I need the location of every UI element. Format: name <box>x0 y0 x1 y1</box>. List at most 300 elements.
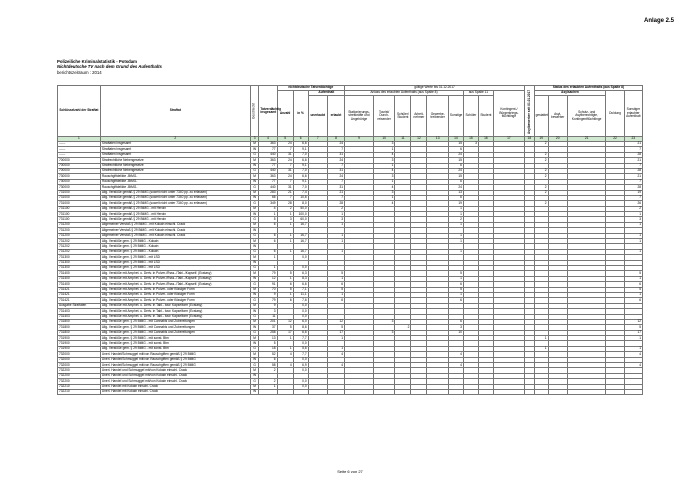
cell-s14: 6 <box>448 147 463 152</box>
cell-g: M <box>250 368 259 373</box>
cell-n: 7 <box>277 147 293 152</box>
cell-s10: 1 <box>373 147 394 152</box>
column-number: 23 <box>624 137 642 142</box>
cell-s: Allg. Verstöße gemäß § 29 BtMG - mit Heroin <box>100 217 250 222</box>
cell-t: 283 <box>259 190 277 195</box>
cell-s14: 1 <box>448 222 463 227</box>
column-number: 6 <box>293 137 308 142</box>
cell-n: 1 <box>277 222 293 227</box>
cell-s10: 4 <box>373 152 394 157</box>
cell-s23: 21 <box>624 142 642 147</box>
cell-n: 1 <box>277 239 293 244</box>
column-number: 15 <box>463 137 478 142</box>
cell-t: 12 <box>259 276 277 281</box>
cell-s23: 21 <box>624 158 642 163</box>
cell-p: 16,7 <box>293 233 308 238</box>
cell-n: 6 <box>277 282 293 287</box>
cell-g: M <box>250 352 259 357</box>
cell-e <box>327 389 344 394</box>
cell-k: 731800 <box>58 330 101 335</box>
cell-k: 732210 <box>58 384 101 389</box>
cell-e: 2 <box>327 206 344 211</box>
cell-s: Straftaten insgesamt <box>100 152 250 157</box>
cell-p: 6,0 <box>293 319 308 324</box>
cell-n: 1 <box>277 212 293 217</box>
cell-e: 4 <box>327 363 344 368</box>
cell-n: 31 <box>277 185 293 190</box>
cell-t: 440 <box>259 168 277 173</box>
cell-e: 12 <box>327 319 344 324</box>
cell-n: 5 <box>277 325 293 330</box>
cell-s15: 3 <box>463 142 478 147</box>
cell-s10: 3 <box>373 174 394 179</box>
cell-g: W <box>250 292 259 297</box>
report-header <box>57 59 162 75</box>
cell-p: 0,0 <box>293 265 308 270</box>
cell-s23 <box>624 389 642 394</box>
col-anzahl: Anzahl <box>277 91 293 137</box>
cell-n: 31 <box>277 152 293 157</box>
cell-s14: 24 <box>448 168 463 173</box>
cell-s23: 21 <box>624 174 642 179</box>
cell-s14: 6 <box>448 163 463 168</box>
cell-s: Allg. Verstöße gemäß § 29 BtMG (soweit nicht unter 7340 pp. zu erfassen) <box>100 201 250 206</box>
cell-n: 24 <box>277 142 293 147</box>
cell-e: 17 <box>327 330 344 335</box>
col-aufenthalt: Aufenthalt <box>308 91 344 96</box>
cell-n: 4 <box>277 363 293 368</box>
col-schluessel: Schlüsselzahl der Straftat <box>58 86 101 137</box>
cell-g: W <box>250 244 259 249</box>
column-number: 9 <box>345 137 374 142</box>
cell-s: Unerl. Handel/Schmuggel mit/von Rauschgiften gemäß § 29 BtMG <box>100 352 250 357</box>
cell-t: 1 <box>259 255 277 260</box>
cell-s14: 1 <box>448 292 463 297</box>
cell-g: G <box>250 298 259 303</box>
col-stichtag: gültige Werte bis 31.12.2017 <box>345 86 525 91</box>
cell-s23: 3 <box>624 217 642 222</box>
cell-p: 6,9 <box>293 363 308 368</box>
cell-s14: 5 <box>448 271 463 276</box>
cell-g: G <box>250 282 259 287</box>
cell-s: Allg. Verstöße mit Amphet. u. Deriv. in Pulver- oder flüssiger Form <box>100 292 250 297</box>
column-number: 18 <box>525 137 535 142</box>
cell-g: W <box>250 389 259 394</box>
cell-s23: 4 <box>624 363 642 368</box>
cell-s23: 1 <box>624 239 642 244</box>
cell-s: Allg. Verstöße gem. § 29 BtMG - mit sonst. Btm <box>100 346 250 351</box>
cell-g: G <box>250 346 259 351</box>
cell-t: 37 <box>259 325 277 330</box>
cell-n: 5 <box>277 287 293 292</box>
cell-s23: 28 <box>624 152 642 157</box>
cell-p: 7,7 <box>293 336 308 341</box>
cell-k: Ausgabe Straftaten <box>58 303 101 308</box>
cell-n: 7 <box>277 179 293 184</box>
page-footer: Seite 6 von 27 <box>337 469 363 474</box>
report-agency: Polizeiliche Kriminalstatistik - Potsdam <box>57 59 137 64</box>
cell-k: 700000 <box>58 163 101 168</box>
cell-s: Allg. Verstöße gem. § 29 BtMG - mit Cannabis und Zubereitungen <box>100 319 250 324</box>
cell-t: 13 <box>259 336 277 341</box>
cell-s: Unerl. Handel/Schmuggel mit/von Rauschgiften gemäß § 29 BtMG <box>100 363 250 368</box>
cell-g: W <box>250 309 259 314</box>
cell-k: 731421 <box>58 298 101 303</box>
cell-s: Allg. Verstöße gem. § 29 BtMG - mit Cannabis und Zubereitungen <box>100 325 250 330</box>
cell-s14: 6 <box>448 195 463 200</box>
col-straftat: Straftat <box>100 86 250 137</box>
cell-p: 7,4 <box>293 190 308 195</box>
cell-p: 100,0 <box>293 212 308 217</box>
cell-k: 731000 <box>58 195 101 200</box>
cell-k: 731900 <box>58 341 101 346</box>
cell-s23: 1 <box>624 336 642 341</box>
cell-t: 440 <box>259 152 277 157</box>
cell-e: 7 <box>327 195 344 200</box>
cell-e: 5 <box>327 325 344 330</box>
cell-s23: 5 <box>624 271 642 276</box>
cell-s19: 2 <box>534 201 548 206</box>
cell-e: 4 <box>327 352 344 357</box>
cell-n: 1 <box>277 292 293 297</box>
cell-s: Allg. Verstöße gem. § 29 BtMG - Kokain <box>100 239 250 244</box>
cell-s: Allg. Verstöße mit Amphet. u. Deriv. in Pulver- oder flüssiger Form <box>100 287 250 292</box>
cell-k: 731800 <box>58 325 101 330</box>
cell-s: Allg. Verstöße gem. § 29 BtMG - mit sonst. Btm <box>100 336 250 341</box>
cell-g: M <box>250 142 259 147</box>
cell-s10: 3 <box>373 330 394 335</box>
cell-k: 732200 <box>58 379 101 384</box>
cell-p: 9,1 <box>293 147 308 152</box>
cell-g: W <box>250 357 259 362</box>
col-asylbewerber: Asyl-bewerber <box>548 96 567 137</box>
cell-n: 1 <box>277 233 293 238</box>
col-gestattet: gestattet <box>534 96 548 137</box>
cell-s: Allg. Verstöße gemäß § 29 BtMG - mit Heroin <box>100 206 250 211</box>
cell-s: Rauschgiftdelikte -BtMG- <box>100 179 250 184</box>
cell-s19 <box>534 389 548 394</box>
cell-s10: 1 <box>373 195 394 200</box>
cell-t: 11 <box>259 314 277 319</box>
cell-e: 1 <box>327 276 344 281</box>
cell-s: Allg. Verstöße gem. § 29 BtMG - Kokain <box>100 244 250 249</box>
cell-s: Allgemeiner Verstoß § 29 BtMG - mit Kokain einschl. Crack <box>100 228 250 233</box>
col-tv-total: Tatverdächtig insgesamt <box>259 86 277 137</box>
cell-n: 31 <box>277 168 293 173</box>
cell-k: 731400 <box>58 276 101 281</box>
cell-p: 7,6 <box>293 298 308 303</box>
cell-k: 731300 <box>58 260 101 265</box>
statistics-table <box>57 85 643 395</box>
cell-s14: 1 <box>448 212 463 217</box>
cell-s14: 4 <box>448 363 463 368</box>
cell-s19: 2 <box>534 174 548 179</box>
col-anlass: Anlass des erlaubten Aufenthalts (aus Spalte 8) <box>345 91 464 96</box>
cell-t: 5 <box>259 217 277 222</box>
cell-s: Allg. Verstöße mit Amphet. u. Deriv. in Tabl.- bzw. Kapselform (Ecstasy) <box>100 314 250 319</box>
cell-p: 8,6 <box>293 325 308 330</box>
cell-e: 24 <box>327 142 344 147</box>
cell-p: 9,1 <box>293 163 308 168</box>
cell-k: 731800 <box>58 319 101 324</box>
cell-t: 77 <box>259 179 277 184</box>
column-number: 11 <box>395 137 411 142</box>
annex-label: Anlage 2.5 <box>643 18 674 24</box>
cell-s23: 7 <box>624 195 642 200</box>
cell-s: Allg. Verstöße mit Amphet. u. Deriv. in Pulver- oder flüssiger Form <box>100 298 250 303</box>
cell-t: 91 <box>259 282 277 287</box>
cell-s10: 4 <box>373 201 394 206</box>
col-aus-spalte: aus Spalte 11 <box>463 91 493 96</box>
cell-k: 731400 <box>58 282 101 287</box>
cell-n: 24 <box>277 174 293 179</box>
col-vertical: Asylbewerber seit 01.01.2017 <box>525 86 535 137</box>
cell-g: M <box>250 303 259 308</box>
col-schutz: Schutz- und Asylberechtigte, Kontingentflüchtlinge <box>567 96 606 137</box>
cell-s14: 1 <box>448 276 463 281</box>
cell-n <box>277 389 293 394</box>
cell-n: 3 <box>277 217 293 222</box>
col-prozent: in % <box>293 91 308 137</box>
cell-s21 <box>567 389 606 394</box>
cell-s10: 3 <box>373 190 394 195</box>
cell-p: 7,1 <box>293 287 308 292</box>
cell-g: M <box>250 287 259 292</box>
cell-s: Allg. Verstöße mit Amphet. u. Deriv. in Pulver-/Rsss.-/Tabl.-/Kapself. (Ecstasy) <box>100 276 250 281</box>
cell-e: 1 <box>327 292 344 297</box>
cell-k: 731421 <box>58 287 101 292</box>
cell-s: Allg. Verstöße gemäß § 29 BtMG - mit Heroin <box>100 212 250 217</box>
cell-t: 6 <box>259 233 277 238</box>
cell-g: W <box>250 147 259 152</box>
cell-g: M <box>250 222 259 227</box>
cell-s19: 1 <box>534 346 548 351</box>
cell-g: M <box>250 206 259 211</box>
cell-t: 79 <box>259 298 277 303</box>
cell-s16 <box>478 389 493 394</box>
cell-t: 77 <box>259 163 277 168</box>
cell-n: 1 <box>277 346 293 351</box>
cell-n: 1 <box>277 336 293 341</box>
cell-s23: 4 <box>624 352 642 357</box>
cell-k: 732200 <box>58 368 101 373</box>
cell-k: 731400 <box>58 271 101 276</box>
cell-s: Rauschgiftdelikte -BtMG- <box>100 174 250 179</box>
cell-t: 4 <box>259 206 277 211</box>
col-student: Student <box>478 96 493 137</box>
cell-s19: 2 <box>534 158 548 163</box>
cell-k: 700000 <box>58 158 101 163</box>
cell-k: 731100 <box>58 206 101 211</box>
cell-g: G <box>250 249 259 254</box>
cell-s14: 3 <box>448 325 463 330</box>
cell-e: 1 <box>327 222 344 227</box>
cell-k: ------ <box>58 142 101 147</box>
cell-g: G <box>250 233 259 238</box>
cell-s14: 1 <box>448 206 463 211</box>
cell-n: 6 <box>277 298 293 303</box>
cell-t: 6 <box>259 249 277 254</box>
cell-e: 7 <box>327 179 344 184</box>
cell-g: G <box>250 168 259 173</box>
cell-p: 0,0 <box>293 384 308 389</box>
cell-s12 <box>411 389 427 394</box>
cell-g: M <box>250 384 259 389</box>
cell-t: 6 <box>259 239 277 244</box>
cell-s10: 1 <box>373 163 394 168</box>
cell-n: 4 <box>277 352 293 357</box>
cell-p: 60,0 <box>293 217 308 222</box>
cell-s: Strafrechtliche Nebengesetze <box>100 168 250 173</box>
cell-s23: 1 <box>624 222 642 227</box>
cell-p: 8,0 <box>293 201 308 206</box>
cell-p: 7,0 <box>293 168 308 173</box>
col-status: Status des erlaubten Aufenthalts (aus Spalte 8) <box>534 86 642 91</box>
cell-e: 6 <box>327 298 344 303</box>
cell-k: 732000 <box>58 363 101 368</box>
cell-s: Allg. Verstöße mit Amphet. u. Deriv. in Tabl.- bzw. Kapselform (Ecstasy) <box>100 309 250 314</box>
cell-g: G <box>250 265 259 270</box>
cell-s14: 1 <box>448 233 463 238</box>
cell-s17 <box>493 389 524 394</box>
cell-n: 21 <box>277 190 293 195</box>
cell-s14: 6 <box>448 282 463 287</box>
cell-s14 <box>448 389 463 394</box>
cell-g: W <box>250 325 259 330</box>
cell-s23: 5 <box>624 325 642 330</box>
column-number: 14 <box>448 137 463 142</box>
cell-e: 21 <box>327 190 344 195</box>
cell-k: 730000 <box>58 174 101 179</box>
cell-k: 731202 <box>58 244 101 249</box>
cell-s14: 1 <box>448 239 463 244</box>
cell-s14: 1 <box>448 249 463 254</box>
cell-t: 18 <box>259 346 277 351</box>
cell-t: 77 <box>259 147 277 152</box>
cell-s19: 2 <box>534 142 548 147</box>
cell-e: 24 <box>327 158 344 163</box>
cell-e: 1 <box>327 233 344 238</box>
cell-k: 731000 <box>58 190 101 195</box>
cell-g: W <box>250 212 259 217</box>
cell-s14: 6 <box>448 319 463 324</box>
cell-g: W <box>250 195 259 200</box>
cell-s: Unerl. Handel mit Kokain einschl. Crack <box>100 384 250 389</box>
cell-p: 0,0 <box>293 341 308 346</box>
col-schueler-student: Schüler/ Student <box>395 96 411 137</box>
cell-s14: 13 <box>448 190 463 195</box>
cell-s23: 12 <box>624 319 642 324</box>
cell-s23: 17 <box>624 330 642 335</box>
cell-p: 0,0 <box>293 255 308 260</box>
cell-k: 732200 <box>58 373 101 378</box>
column-number: 20 <box>548 137 567 142</box>
cell-s: Straftaten insgesamt <box>100 142 250 147</box>
cell-g: G <box>250 201 259 206</box>
cell-p <box>293 389 308 394</box>
cell-g: M <box>250 158 259 163</box>
cell-t: 1 <box>259 265 277 270</box>
column-number: 3 <box>250 137 259 142</box>
cell-p: 0,0 <box>293 379 308 384</box>
cell-k: 731900 <box>58 336 101 341</box>
cell-e: 1 <box>327 239 344 244</box>
cell-k: 731900 <box>58 346 101 351</box>
cell-n: 7 <box>277 195 293 200</box>
cell-s14: 24 <box>448 152 463 157</box>
col-sonstiger-aufenthalt: Sonstiger erlaubter Aufenthalt <box>624 91 642 137</box>
column-number: 22 <box>606 137 624 142</box>
cell-k: 732000 <box>58 357 101 362</box>
cell-s: Allg. Verstöße gem. § 29 BtMG - mit LSD <box>100 255 250 260</box>
cell-s23: 28 <box>624 168 642 173</box>
col-sonstige: Sonstige <box>448 96 463 137</box>
cell-k: 732000 <box>58 352 101 357</box>
cell-k: 731300 <box>58 255 101 260</box>
col-asylsachen: Asylsachen <box>534 91 606 96</box>
cell-t: 3 <box>259 309 277 314</box>
cell-k: 731200 <box>58 222 101 227</box>
cell-s23: 7 <box>624 163 642 168</box>
cell-n: 28 <box>277 201 293 206</box>
cell-p: 0,0 <box>293 368 308 373</box>
cell-s14: 24 <box>448 185 463 190</box>
cell-t: 1 <box>259 384 277 389</box>
cell-p: 16,7 <box>293 249 308 254</box>
cell-g: W <box>250 260 259 265</box>
cell-s: Strafrechtliche Nebengesetze <box>100 163 250 168</box>
cell-e: 6 <box>327 282 344 287</box>
report-title: Nichtdeutsche TV nach dem Grund des Aufenthalts <box>57 64 162 70</box>
cell-t: 363 <box>259 158 277 163</box>
cell-s9 <box>345 389 374 394</box>
cell-s10: 4 <box>373 168 394 173</box>
cell-t: 201 <box>259 319 277 324</box>
col-arbeitnehmer: Arbeit-nehmer <box>411 96 427 137</box>
cell-n: 12 <box>277 319 293 324</box>
cell-k: 731202 <box>58 239 101 244</box>
cell-e: 31 <box>327 152 344 157</box>
cell-s14: 2 <box>448 217 463 222</box>
cell-k: 732210 <box>58 389 101 394</box>
cell-s: Allg. Verstöße gem. § 29 BtMG - Kokain <box>100 249 250 254</box>
cell-p: 10,6 <box>293 195 308 200</box>
cell-g: M <box>250 239 259 244</box>
col-gewerbe: Gewerbe-treibender <box>427 96 448 137</box>
cell-s23: 1 <box>624 292 642 297</box>
cell-s15 <box>463 389 478 394</box>
cell-k: 731300 <box>58 265 101 270</box>
cell-s: Allg. Verstöße mit Amphet. u. Deriv. in Pulver-/Rsss.-/Tabl.-/Kapself. (Ecstasy) <box>100 282 250 287</box>
cell-s23: 2 <box>624 206 642 211</box>
col-tourist: Tourist/ Durch-reisender <box>373 96 394 137</box>
cell-e: 5 <box>327 287 344 292</box>
cell-t: 363 <box>259 174 277 179</box>
cell-s23: 26 <box>624 201 642 206</box>
col-unerlaubt: unerlaubt <box>308 96 327 137</box>
cell-t: 1 <box>259 212 277 217</box>
cell-s14: 15 <box>448 174 463 179</box>
cell-k: 731200 <box>58 228 101 233</box>
cell-s11 <box>395 389 411 394</box>
cell-g: W <box>250 228 259 233</box>
cell-s23: 1 <box>624 346 642 351</box>
cell-e: 28 <box>327 201 344 206</box>
cell-s23: 5 <box>624 287 642 292</box>
cell-t: 52 <box>259 352 277 357</box>
cell-n: 1 <box>277 249 293 254</box>
cell-t: 66 <box>259 195 277 200</box>
